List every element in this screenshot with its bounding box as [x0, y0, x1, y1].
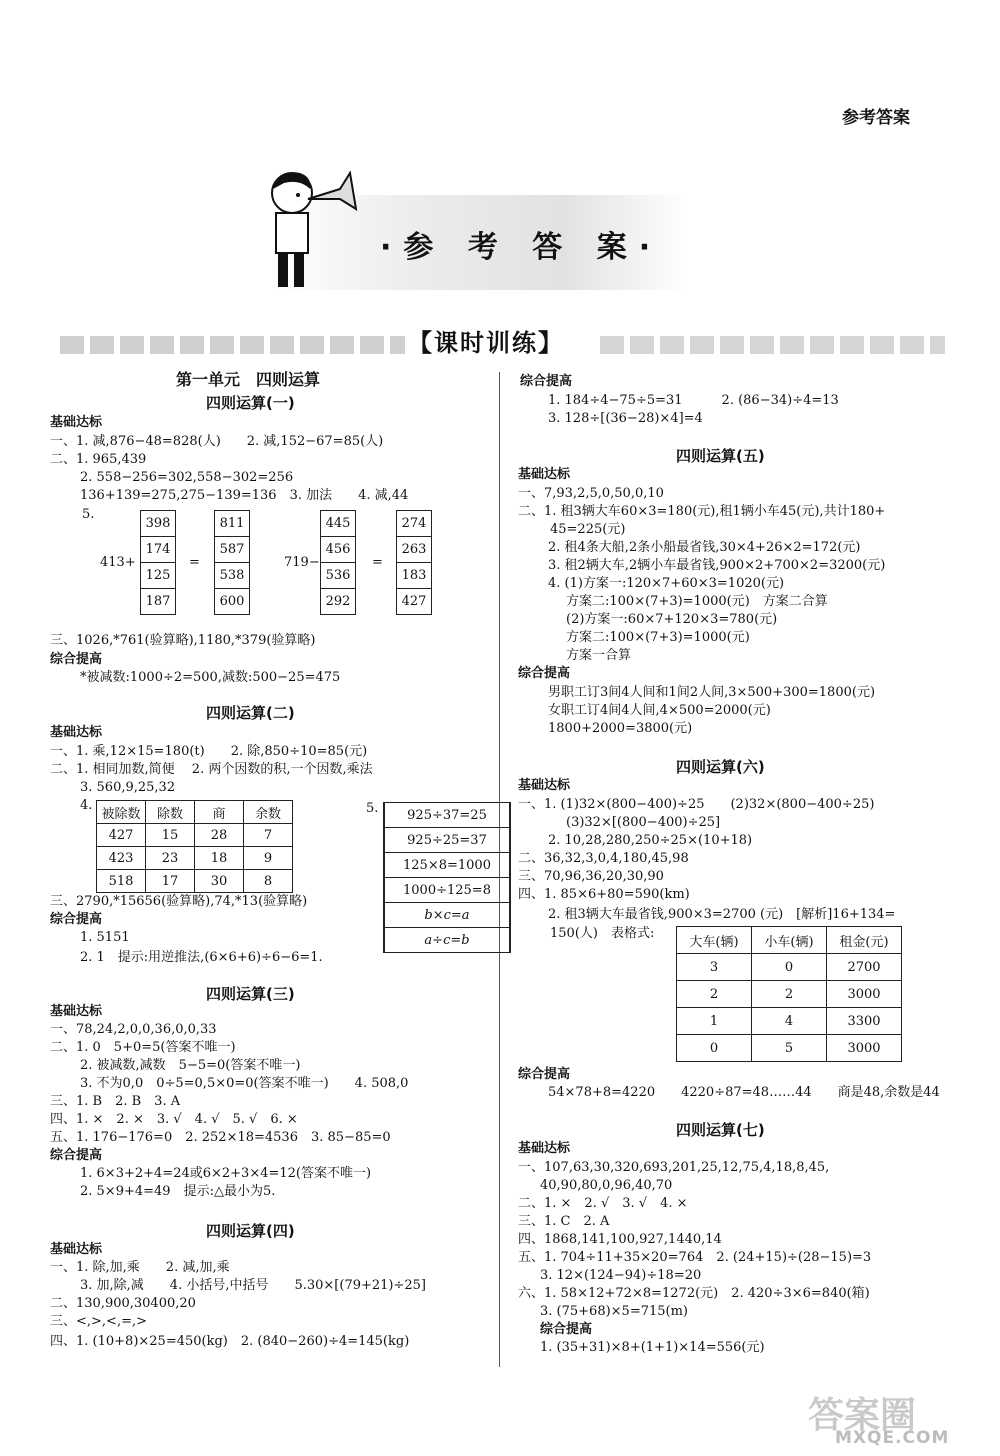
grid-cell: 445	[321, 511, 355, 537]
lesson3-advanced-heading: 综合提高	[50, 1148, 103, 1163]
lesson7-basic-heading: 基础达标	[518, 1141, 571, 1156]
grid-cell: 456	[321, 537, 355, 563]
decor-strip-right	[600, 336, 945, 354]
table-cell: 28	[195, 824, 244, 847]
table-row	[97, 824, 293, 847]
lesson3-basic-heading: 基础达标	[50, 1004, 103, 1019]
lesson5-title: 四则运算(五)	[676, 447, 765, 465]
table-cell: 3300	[827, 1008, 902, 1035]
lesson6-basic-heading: 基础达标	[518, 778, 571, 793]
grid-column-3	[320, 510, 356, 615]
lesson1-title: 四则运算(一)	[206, 394, 295, 412]
lesson6-advanced-heading: 综合提高	[518, 1067, 571, 1082]
answer-line: 54×78+8=4220 4220÷87=48……44 商是48,余数是44	[548, 1085, 940, 1100]
answer-line: 5.	[82, 507, 95, 522]
table-cell: 8	[244, 870, 293, 893]
answer-line: 1800+2000=3800(元)	[548, 721, 693, 736]
answer-line: 三、1026,*761(验算略),1180,*379(验算略)	[50, 633, 316, 648]
answer-line: 女职工订4间4人间,4×500=2000(元)	[548, 703, 771, 718]
answer-line: 一、7,93,2,5,0,50,0,10	[518, 486, 664, 501]
answer-line: 2. 被减数,减数 5−5=0(答案不唯一)	[80, 1058, 301, 1073]
table-cell: 9	[244, 847, 293, 870]
table-cell: 0	[752, 954, 827, 981]
table-header-cell: 租金(元)	[827, 927, 902, 954]
lesson7-advanced-heading: 综合提高	[540, 1322, 593, 1337]
lesson2-basic-heading: 基础达标	[50, 725, 103, 740]
main-title: ·参 考 答 案·	[380, 230, 663, 265]
grid-cell: 125	[141, 563, 175, 589]
answer-line: 1. 184÷4−75÷5=31 2. (86−34)÷4=13	[548, 393, 839, 408]
grid-operator-1: 413+	[100, 555, 136, 570]
answer-line: 二、1. 965,439	[50, 452, 147, 467]
answer-line: 2. 558−256=302,558−302=256	[80, 470, 294, 485]
table-row	[677, 981, 902, 1008]
table-row	[677, 1008, 902, 1035]
answer-line: 四、1. × 2. × 3. √ 4. √ 5. √ 6. ×	[50, 1112, 298, 1127]
grid-equals-1: =	[189, 555, 200, 570]
answer-line: 四、1. 85×6+80=590(km)	[518, 887, 690, 902]
answer-line: 方案一合算	[566, 648, 632, 663]
answer-line: 六、1. 58×12+72×8=1272(元) 2. 420÷3×6=840(箱)	[518, 1286, 870, 1301]
grid-column-2	[214, 510, 250, 615]
answer-line: 一、1. 除,加,乘 2. 减,加,乘	[50, 1260, 230, 1275]
lesson1-basic-heading: 基础达标	[50, 415, 103, 430]
table-cell: 3000	[827, 981, 902, 1008]
grid-cell: 183	[397, 563, 431, 589]
answer-line: 一、78,24,2,0,0,36,0,0,33	[50, 1022, 217, 1037]
table-cell: 3	[677, 954, 752, 981]
table-row	[677, 1035, 902, 1062]
number-grid	[100, 510, 440, 616]
answer-line: 男职工订3间4人间和1间2人间,3×500+300=1800(元)	[548, 685, 876, 700]
answer-line: 三、1. C 2. A	[518, 1214, 610, 1229]
table-cell: 17	[146, 870, 195, 893]
division-table	[96, 800, 293, 893]
answer-line: 1. (35+31)×8+(1+1)×14=556(元)	[540, 1340, 765, 1355]
grid-cell: 174	[141, 537, 175, 563]
answer-line: 三、<,>,<,=,>	[50, 1314, 147, 1329]
lesson5-basic-heading: 基础达标	[518, 467, 571, 482]
answer-line: 136+139=275,275−139=136 3. 加法 4. 减,44	[80, 488, 409, 503]
table-cell: 4	[752, 1008, 827, 1035]
answer-line: 方案二:100×(7+3)=1000(元)	[566, 630, 750, 645]
grid-column-4	[396, 510, 432, 615]
rental-table	[676, 926, 902, 1062]
item-number-4: 4.	[80, 798, 93, 813]
answer-line: 150(人) 表格式:	[550, 926, 655, 941]
table-header-cell: 除数	[146, 801, 195, 824]
grid-cell: 600	[219, 594, 245, 609]
answer-line: 三、70,96,36,20,30,90	[518, 869, 664, 884]
answer-line: 三、2790,*15656(验算略),74,*13(验算略)	[50, 894, 308, 909]
site-watermark-url: MXQE.COM	[835, 1428, 950, 1448]
answer-line: 2. 10,28,280,250÷25×(10+18)	[548, 833, 753, 848]
trumpet-boy-illustration	[260, 165, 360, 295]
lesson3-title: 四则运算(三)	[206, 985, 295, 1003]
grid-cell: 274	[397, 511, 431, 537]
answer-line: 四、1. (10+8)×25=450(kg) 2. (840−260)÷4=145(kg)	[50, 1334, 410, 1349]
answer-line: 40,90,80,0,96,40,70	[540, 1178, 673, 1193]
lesson4-title: 四则运算(四)	[206, 1222, 295, 1240]
table-header-cell: 小车(辆)	[752, 927, 827, 954]
answer-line: 二、130,900,30400,20	[50, 1296, 196, 1311]
top-advanced-heading: 综合提高	[520, 374, 573, 389]
grid-cell: 587	[215, 537, 249, 563]
answer-line: 一、1. 乘,12×15=180(t) 2. 除,850÷10=85(元)	[50, 744, 368, 759]
table-row	[97, 870, 293, 893]
answer-line: 一、1. 减,876−48=828(人) 2. 减,152−67=85(人)	[50, 434, 384, 449]
answer-line: 二、1. 租3辆大车60×3=180(元),租1辆小车45(元),共计180+	[518, 504, 886, 519]
answer-line: 三、1. B 2. B 3. A	[50, 1094, 181, 1109]
fact-cell: 125×8=1000	[384, 853, 510, 878]
table-cell: 5	[752, 1035, 827, 1062]
table-cell: 518	[97, 870, 146, 893]
table-cell: 2	[752, 981, 827, 1008]
lesson5-advanced-heading: 综合提高	[518, 666, 571, 681]
site-watermark: 答案圈	[808, 1395, 917, 1436]
answer-line: 2. 租4条大船,2条小船最省钱,30×4+26×2=172(元)	[548, 540, 861, 555]
table-cell: 2700	[827, 954, 902, 981]
answer-line: 2. 1 提示:用逆推法,(6×6+6)÷6−6=1.	[80, 950, 323, 965]
answer-line: (2)方案一:60×7+120×3=780(元)	[566, 612, 778, 627]
fact-cell: 1000÷125=8	[384, 878, 510, 903]
table-header-cell: 商	[195, 801, 244, 824]
answer-line: (3)32×[(800−400)÷25]	[566, 815, 721, 830]
answer-line: 二、1. 相同加数,简便 2. 两个因数的积,一个因数,乘法	[50, 762, 373, 777]
table-cell: 15	[146, 824, 195, 847]
table-cell: 23	[146, 847, 195, 870]
answer-line: 2. 租3辆大车最省钱,900×3=2700 (元) [解析]16+134=	[548, 907, 896, 922]
lesson4-basic-heading: 基础达标	[50, 1242, 103, 1257]
table-cell: 3000	[827, 1035, 902, 1062]
table-cell: 1	[677, 1008, 752, 1035]
answer-line: 一、107,63,30,320,693,201,25,12,75,4,18,8,45,	[518, 1160, 830, 1175]
lesson1-advanced-heading: 综合提高	[50, 652, 103, 667]
answer-line: 1. 6×3+2+4=24或6×2+3×4=12(答案不唯一)	[80, 1166, 372, 1181]
answer-line: 45=225(元)	[550, 522, 626, 537]
answer-line: 五、1. 704÷11+35×20=764 2. (24+15)÷(28−15)=3	[518, 1250, 872, 1265]
grid-operator-2: 719−	[284, 555, 320, 570]
division-fact-box	[383, 802, 511, 953]
answer-line: 3. 不为0,0 0÷5=0,5×0=0(答案不唯一) 4. 508,0	[80, 1076, 409, 1091]
item-number-5: 5.	[366, 801, 379, 816]
fact-cell: 925÷37=25	[384, 803, 510, 828]
table-cell: 30	[195, 870, 244, 893]
grid-cell: 427	[401, 594, 427, 609]
lesson2-title: 四则运算(二)	[206, 704, 295, 722]
table-header-cell: 大车(辆)	[677, 927, 752, 954]
table-cell: 427	[97, 824, 146, 847]
grid-equals-2: =	[372, 555, 383, 570]
unit-title: 第一单元 四则运算	[176, 370, 321, 389]
corner-label: 参考答案	[842, 108, 910, 128]
grid-cell: 398	[141, 511, 175, 537]
answer-line: 3. 加,除,减 4. 小括号,中括号 5.30×[(79+21)÷25]	[80, 1278, 427, 1293]
table-header-cell: 余数	[244, 801, 293, 824]
table-cell: 18	[195, 847, 244, 870]
fact-cell: b×c=a	[384, 903, 510, 928]
fact-cell: 925÷25=37	[384, 828, 510, 853]
answer-line: 二、36,32,3,0,4,180,45,98	[518, 851, 689, 866]
grid-column-1	[140, 510, 176, 615]
grid-cell: 263	[397, 537, 431, 563]
answer-line: 4. (1)方案一:120×7+60×3=1020(元)	[548, 576, 785, 591]
grid-cell: 811	[215, 511, 249, 537]
answer-line: 3. 12×(124−94)÷18=20	[540, 1268, 702, 1283]
table-header-row	[97, 801, 293, 824]
answer-line: 五、1. 176−176=0 2. 252×18=4536 3. 85−85=0	[50, 1130, 391, 1145]
lesson6-title: 四则运算(六)	[676, 758, 765, 776]
grid-cell: 538	[215, 563, 249, 589]
answer-line: 方案二:100×(7+3)=1000(元) 方案二合算	[566, 594, 828, 609]
answer-line: 1. 5151	[80, 930, 130, 945]
answer-line: 一、1. (1)32×(800−400)÷25 (2)32×(800−400÷25)	[518, 797, 875, 812]
table-cell: 7	[244, 824, 293, 847]
answer-line: 3. 租2辆大车,2辆小车最省钱,900×2+700×2=3200(元)	[548, 558, 886, 573]
table-header-cell: 被除数	[97, 801, 146, 824]
lesson2-advanced-heading: 综合提高	[50, 912, 103, 927]
answer-line: 四、1868,141,100,927,1440,14	[518, 1232, 722, 1247]
table-cell: 2	[677, 981, 752, 1008]
lesson7-title: 四则运算(七)	[676, 1121, 765, 1139]
grid-cell: 187	[145, 594, 171, 609]
table-cell: 0	[677, 1035, 752, 1062]
section-title: 【课时训练】	[408, 329, 564, 357]
fact-cell: a÷c=b	[384, 928, 510, 953]
grid-cell: 292	[325, 594, 351, 609]
table-header-row	[677, 927, 902, 954]
answer-line: 二、1. 0 5+0=5(答案不唯一)	[50, 1040, 236, 1055]
answer-line: 2. 5×9+4=49 提示:△最小为5.	[80, 1184, 276, 1199]
grid-cell: 536	[321, 563, 355, 589]
table-row	[97, 847, 293, 870]
table-row	[677, 954, 902, 981]
answer-line: 二、1. × 2. √ 3. √ 4. ×	[518, 1196, 688, 1211]
answer-line: 3. 128÷[(36−28)×4]=4	[548, 411, 703, 426]
table-cell: 423	[97, 847, 146, 870]
answer-line: 3. (75+68)×5=715(m)	[540, 1304, 688, 1319]
answer-line: 3. 560,9,25,32	[80, 780, 176, 795]
decor-strip-left	[60, 336, 405, 354]
answer-line: *被减数:1000÷2=500,减数:500−25=475	[80, 670, 341, 685]
